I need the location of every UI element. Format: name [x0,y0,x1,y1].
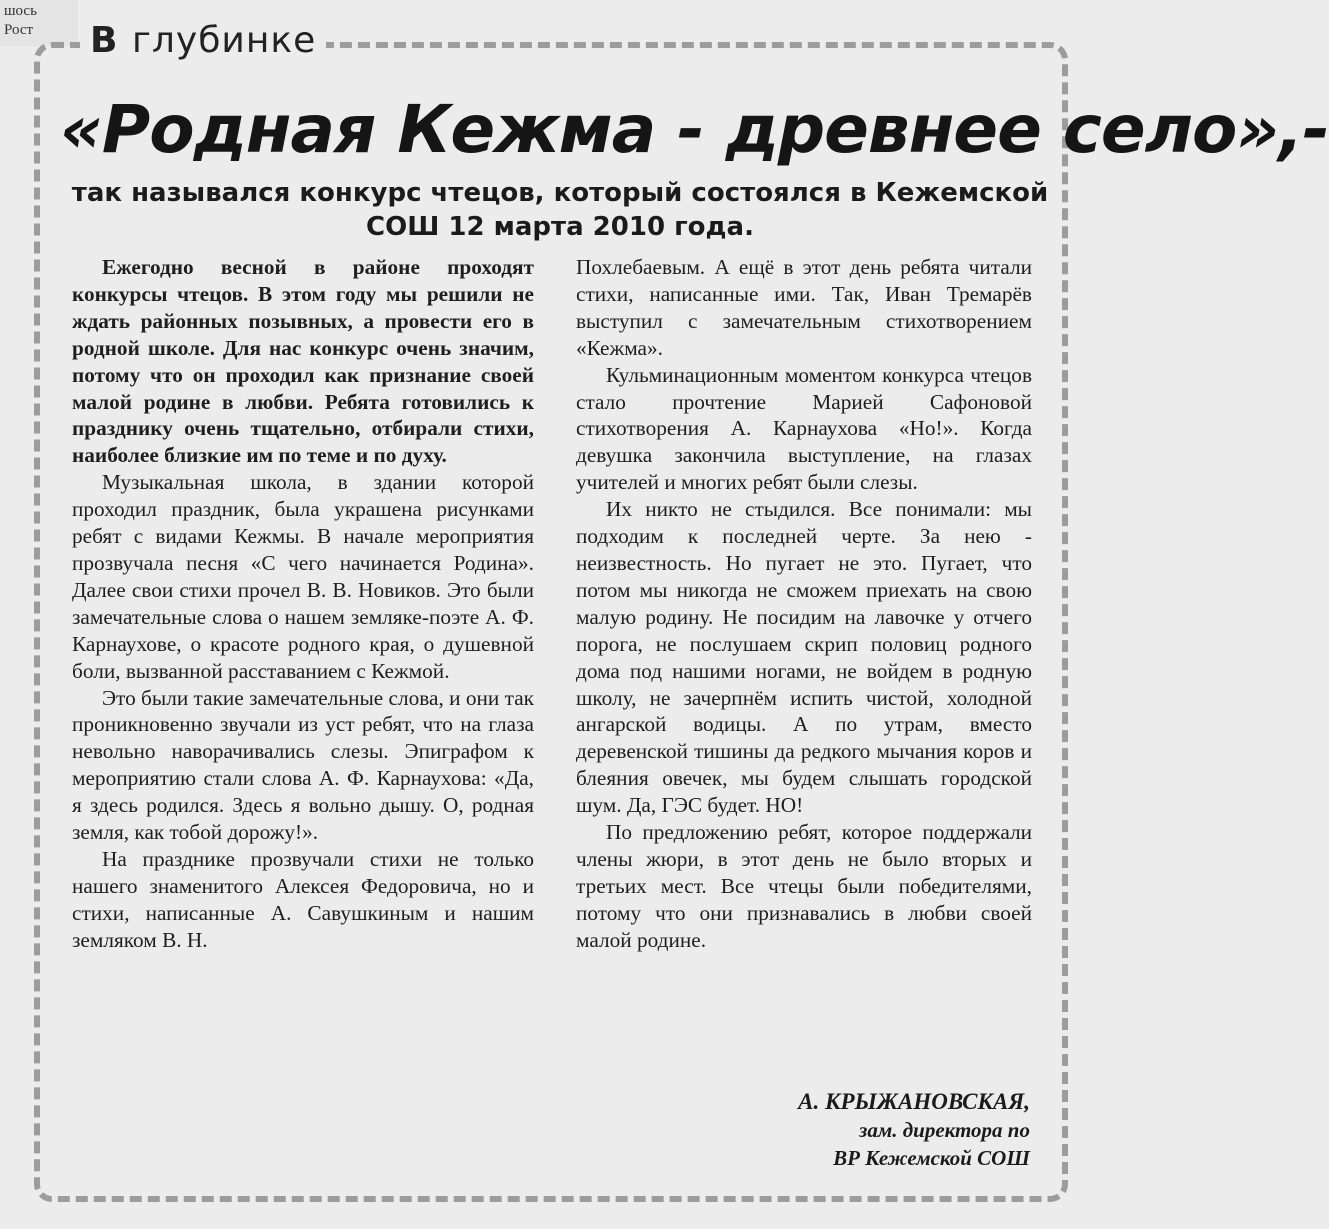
author-name: А. КРЫЖАНОВСКАЯ, [798,1089,1030,1114]
paragraph: Кульминационным моментом конкурса чтецов стало прочтение Марией Сафоновой стихотворения А. Карнаухова «Но!». Когда девушка закончила выступление, на глазах учителей и многих ребят были слезы. [576,362,1032,495]
paragraph: Это были такие замечательные слова, и они так проникновенно звучали из уст ребят, что на глаза невольно наворачивались слезы. Эпиграфом к мероприятию стали слова А. Ф. Карнаухова: «Да, я здесь родился. Здесь я вольно дышу. О, родная земля, как тобой дорожу!». [72,685,535,845]
corner-clipping-line-2: Рост [4,22,34,38]
paragraph-continued: Похлебаевым. А ещё в этот день ребята читали стихи, написанные ими. Так, Иван Тремарёв выступил с замечательным стихотворением «Кежма». [576,255,1032,360]
paragraph: На празднике прозвучали стихи не только нашего знаменитого Алексея Федоровича, но и стихи, написанные А. Савушкиным и нашим земляком В. Н. [72,846,534,952]
paragraph: По предложению ребят, которое поддержали члены жюри, в этот день не было вторых и третьих мест. Все чтецы были победителями, потому что они признавались в любви своей малой родине. [576,820,1032,952]
author-position-line-1: зам. директора по [859,1118,1030,1142]
section-label-first: В [90,20,119,61]
section-label-rest: глубинке [132,20,317,61]
right-column [576,254,1032,954]
corner-clipping [0,0,78,46]
left-column [72,254,534,954]
section-label [80,18,326,64]
author-position-line-2: ВР Кежемской СОШ [833,1146,1030,1170]
headline: «Родная Кежма - древнее село»,- [60,91,1329,168]
lead-paragraph: Ежегодно весной в районе проходят конкурсы чтецов. В этом году мы решили не ждать районных позывных, а провести его в родной школе. Для нас конкурс очень значим, потому что он проходил как признание своей малой родине в любви. Ребята готовились к празднику очень тщательно, отбирали стихи, наиболее близкие им по теме и по духу. [72,255,534,468]
subheadline: так назывался конкурс чтецов, который состоялся в Кежемской СОШ 12 марта 2010 года. [71,178,1049,242]
paragraph: Их никто не стыдился. Все понимали: мы подходим к последней черте. За нею - неизвестность. Но пугает не это. Пугает, что потом мы никогда не сможем приехать на свою малую родину. Не посидим на лавочке у отчего порога, не послушаем скрип половиц родного дома под нашими ногами, не войдем в родную школу, не зачерпнём испить чистой, холодной ангарской водицы. А по утрам, вместо деревенской тишины да редкого мычания коров и блеяния овечек, мы будем слышать городской шум. Да, ГЭС будет. НО! [576,497,1032,818]
corner-clipping-line-1: шось [4,3,37,19]
paragraph: Музыкальная школа, в здании которой проходил праздник, была украшена рисунками ребят с видами Кежмы. В начале мероприятия прозвучала песня «С чего начинается Родина». Далее свои стихи прочел В. В. Новиков. Это были замечательные слова о нашем земляке-поэте А. Ф. Карнаухове, о красоте родного края, о душевной боли, вызванной расставанием с Кежмой. [72,470,534,683]
signature [600,1088,1030,1172]
